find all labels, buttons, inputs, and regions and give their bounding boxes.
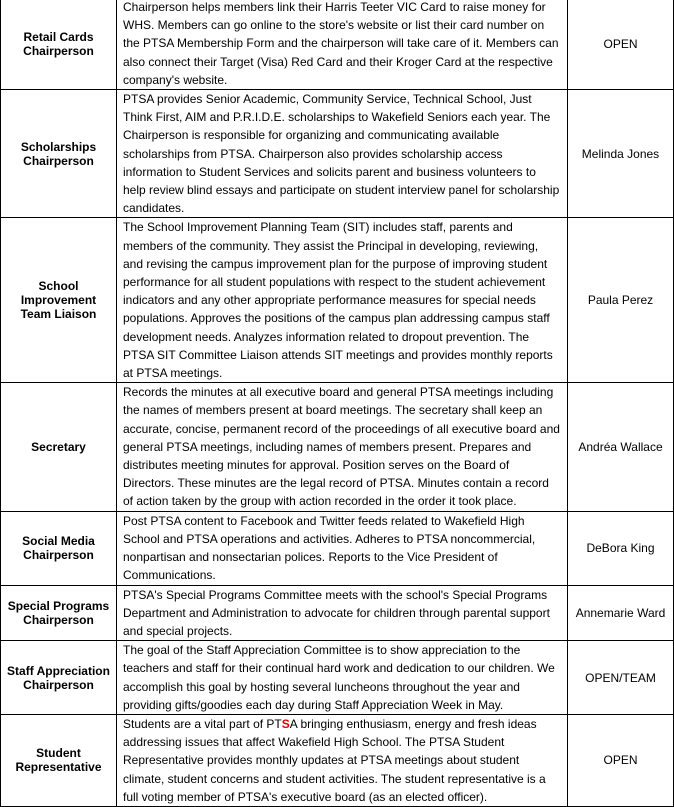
role-description xyxy=(117,714,568,806)
table-row xyxy=(1,511,674,585)
assigned-person: Annemarie Ward xyxy=(568,585,674,641)
role-name: Scholarships Chairperson xyxy=(1,90,117,218)
role-description: Chairperson helps members link their Harris Teeter VIC Card to raise money for WHS. Members can go online to the store's website or list their card number on the PTSA Membership Form and the chairperson will take care of it. Members can also connect their Target (Visa) Red Card and their Kroger Card at the respective company's website. xyxy=(117,0,568,90)
assigned-person: Melinda Jones xyxy=(568,90,674,218)
highlighted-letter: S xyxy=(281,716,290,731)
table-row xyxy=(1,218,674,383)
role-description: PTSA provides Senior Academic, Community Service, Technical School, Just Think First, AIM and P.R.I.D.E. scholarships to Wakefield Seniors each year. The Chairperson is responsible for organizing and communicating available scholarships from PTSA. Chairperson also provides scholarship access information to Student Services and solicits parent and business volunteers to help review blind essays and participate on student interview panel for scholarship candidates. xyxy=(117,90,568,218)
role-name: Student Representative xyxy=(1,714,117,806)
role-description: The goal of the Staff Appreciation Committee is to show appreciation to the teachers and staff for their continual hard work and dedication to our children. We accomplish this goal by hosting several luncheons throughout the year and providing gifts/goodies each day during Staff Appreciation Week in May. xyxy=(117,641,568,715)
role-description: The School Improvement Planning Team (SIT) includes staff, parents and members of the community. They assist the Principal in developing, reviewing, and revising the campus improvement plan for the purpose of improving student performance for all student populations with respect to the student achievement indicators and any other appropriate performance measures for special needs populations. Approves the positions of the campus plan addressing campus staff development needs. Analyzes information related to dropout prevention. The PTSA SIT Committee Liaison attends SIT meetings and provides monthly reports at PTSA meetings. xyxy=(117,218,568,383)
description-text: Students are a vital part of PT xyxy=(123,716,282,731)
table-row xyxy=(1,641,674,715)
assigned-person: OPEN xyxy=(568,0,674,90)
assigned-person: OPEN/TEAM xyxy=(568,641,674,715)
table-row xyxy=(1,714,674,806)
table-row xyxy=(1,90,674,218)
table-row xyxy=(1,0,674,90)
assigned-person: Paula Perez xyxy=(568,218,674,383)
assigned-person: OPEN xyxy=(568,714,674,806)
role-name: Special Programs Chairperson xyxy=(1,585,117,641)
table-row xyxy=(1,383,674,511)
assigned-person: DeBora King xyxy=(568,511,674,585)
role-description: Records the minutes at all executive board and general PTSA meetings including the names of members present at board meetings. The secretary shall keep an accurate, concise, permanent record of the proceedings of all executive board and general PTSA meetings, including names of members present. Prepares and distributes meeting minutes for approval. Position serves on the Board of Directors. These minutes are the legal record of PTSA. Minutes contain a record of action taken by the group with action recorded in the order it took place. xyxy=(117,383,568,511)
role-description: Post PTSA content to Facebook and Twitter feeds related to Wakefield High School and PTSA operations and activities. Adheres to PTSA noncommercial, nonpartisan and nonsectarian polices. Reports to the Vice President of Communications. xyxy=(117,511,568,585)
role-name: Retail Cards Chairperson xyxy=(1,0,117,90)
role-name: Social Media Chairperson xyxy=(1,511,117,585)
role-name: Staff Appreciation Chairperson xyxy=(1,641,117,715)
assigned-person: Andréa Wallace xyxy=(568,383,674,511)
role-name: Secretary xyxy=(1,383,117,511)
description-text: A bringing enthusiasm, energy and fresh ideas addressing issues that affect Wakefield High School. The PTSA Student Representative provides monthly updates at PTSA meetings about student climate, student concerns and student activities. The student representative is a full voting member of PTSA's executive board (as an elected officer). xyxy=(123,716,546,804)
table-row xyxy=(1,585,674,641)
role-name: School Improvement Team Liaison xyxy=(1,218,117,383)
role-description: PTSA's Special Programs Committee meets with the school's Special Programs Department and Administration to advocate for children through parental support and special projects. xyxy=(117,585,568,641)
